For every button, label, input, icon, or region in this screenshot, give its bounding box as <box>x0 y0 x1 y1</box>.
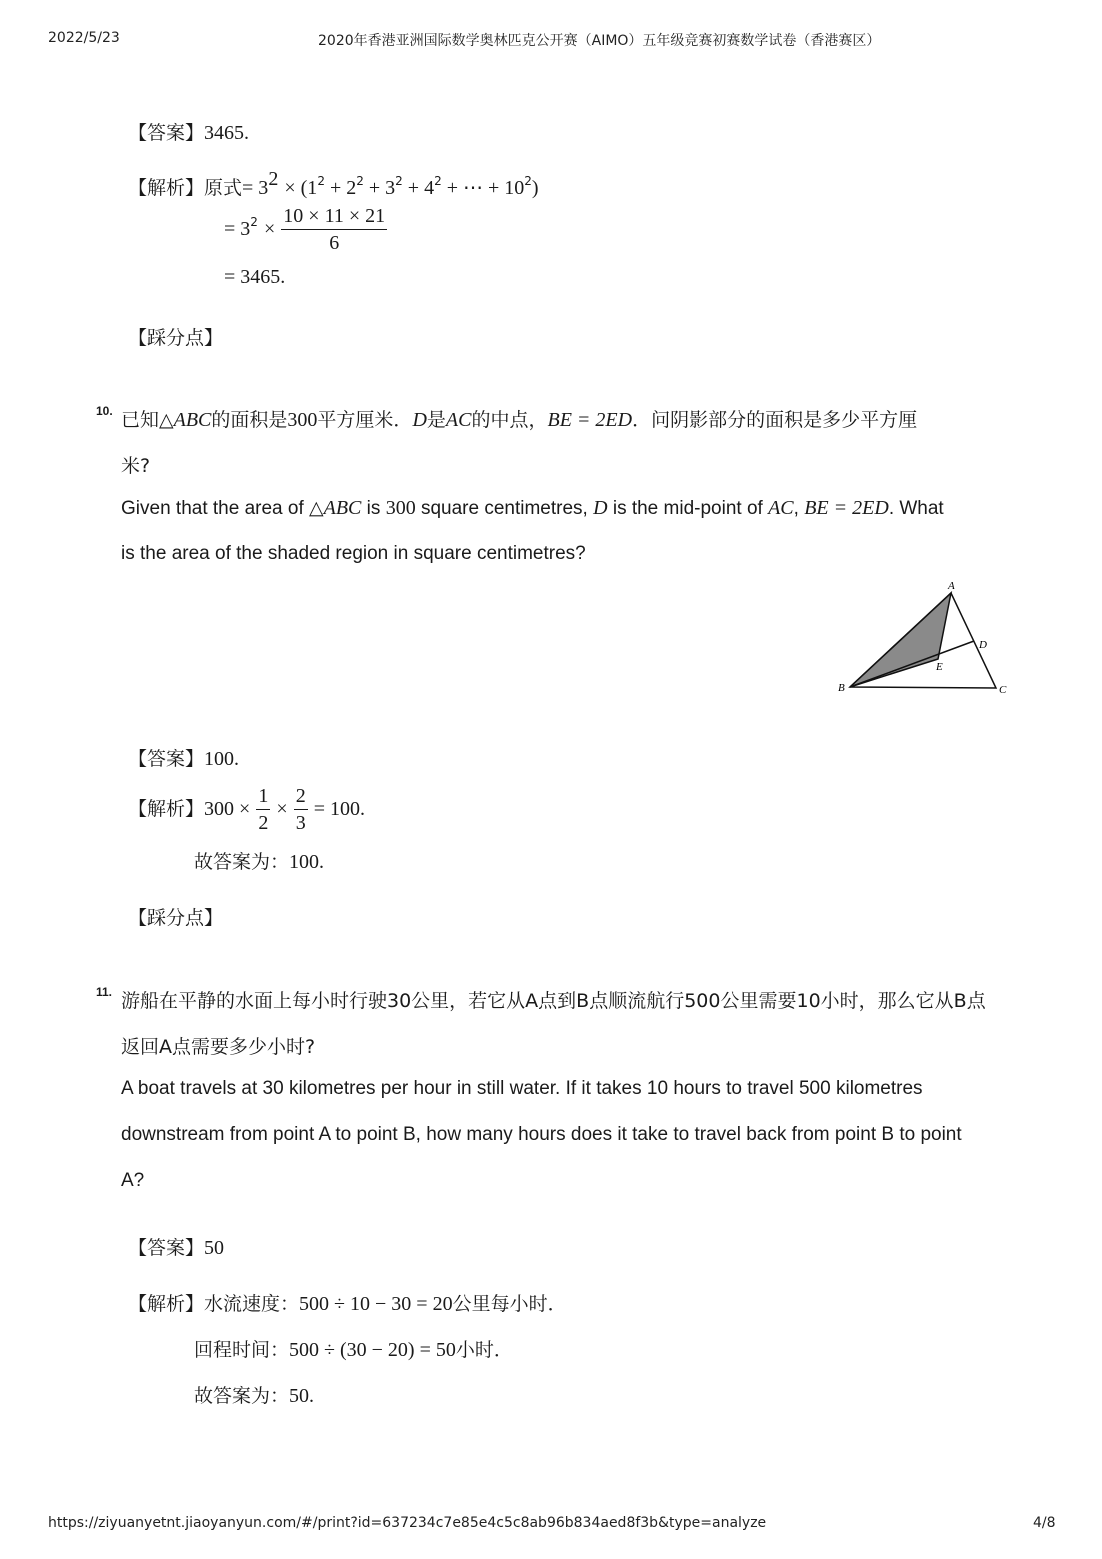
q10-en-line2: is the area of the shaded region in square centimetres? <box>121 543 586 564</box>
analysis-label: 【解析】 <box>128 798 205 820</box>
q9-line1-eq: = 3 <box>242 177 269 199</box>
page-number: 4/8 <box>1033 1515 1056 1531</box>
q11-en-line1: A boat travels at 30 kilometres per hour in still water. If it takes 10 hours to travel 500 kilometres <box>121 1078 923 1099</box>
label-a: A <box>948 580 955 592</box>
answer-label: 【答案】 <box>128 122 205 144</box>
triangle-figure <box>830 575 1020 700</box>
q11-en-line2: downstream from point A to point B, how many hours does it take to travel back from point B to point <box>121 1124 962 1145</box>
q9-analysis-line2: = $3^2$ × $\frac{10 \times 11 \times 21}{6}$ <box>224 205 386 254</box>
label-e: E <box>936 661 943 673</box>
q9-frac-denominator: 6 <box>329 232 340 254</box>
q11-analysis-line1: 【解析】水流速度：500 ÷ 10 − 30 = 20公里每小时． <box>128 1293 567 1315</box>
q9-frac-numerator: 10 × 11 × 21 <box>281 206 387 230</box>
analysis-label: 【解析】 <box>128 177 205 199</box>
print-date: 2022/5/23 <box>48 30 120 46</box>
q11-answer-value: 50 <box>204 1237 225 1259</box>
q11-number: 11. <box>96 985 113 999</box>
q11-analysis-line3: 故答案为：50. <box>194 1385 315 1407</box>
analysis-label: 【解析】 <box>128 1293 205 1315</box>
label-d: D <box>979 639 987 651</box>
q9-answer-row <box>128 118 249 145</box>
q9-line2-times: × <box>263 218 276 240</box>
q10-answer-row <box>128 744 239 771</box>
q10-analysis-line1: 【解析】300 × $\frac{1}{2}$ × $\frac{2}{3}$ = 100. <box>128 785 366 834</box>
q10-scoring-label: 【踩分点】 <box>128 907 224 929</box>
q9-line2-eq: = 3 <box>224 218 251 240</box>
q10-cn-line2: 米? <box>121 455 151 477</box>
q9-analysis-line1: 【解析】原式= $3^2 \times (1^2 + 2^2 + 3^2 + 4^2$ + ⋯ + $10^2$) <box>128 168 539 199</box>
q10-cn-line1: 已知△ABC的面积是300平方厘米．D是AC的中点，BE = 2ED．问阴影部分的面积是多少平方厘 <box>121 409 918 431</box>
q10-number: 10. <box>96 404 113 418</box>
q11-en-line3: A? <box>121 1170 145 1191</box>
q9-original-label: 原式 <box>204 177 243 199</box>
q9-fraction <box>281 206 387 253</box>
document-title: 2020年香港亚洲国际数学奥林匹克公开赛（AIMO）五年级竞赛初赛数学试卷（香港赛区） <box>318 33 881 49</box>
q10-frac-2: $\frac{2}{3}$ <box>295 785 306 834</box>
label-c: C <box>999 684 1007 696</box>
q10-frac-1: $\frac{1}{2}$ <box>258 785 269 834</box>
answer-label: 【答案】 <box>128 1237 205 1259</box>
q10-en-line1: Given that the area of △ABC is 300 square centimetres, D is the mid-point of AC, BE = 2ED. What <box>121 497 944 519</box>
q9-answer-value: 3465. <box>204 122 250 144</box>
q9-scoring-label: 【踩分点】 <box>128 327 224 349</box>
label-b: B <box>838 682 845 694</box>
footer-url: https://ziyuanyetnt.jiaoyanyun.com/#/print?id=637234c7e85e4c5c8ab96b834aed8f3b&type=analyze <box>48 1515 767 1531</box>
q11-analysis-line2: 回程时间：500 ÷ (30 − 20) = 50小时． <box>194 1339 513 1361</box>
q9-line1-rest: × (1 <box>284 177 318 199</box>
answer-label: 【答案】 <box>128 748 205 770</box>
q11-answer-row <box>128 1233 224 1260</box>
q10-answer-value: 100. <box>204 748 240 770</box>
q11-cn-line1: 游船在平静的水面上每小时行驶30公里，若它从A点到B点顺流航行500公里需要10小时，那么它从B点 <box>121 990 986 1012</box>
q11-cn-line2: 返回A点需要多少小时? <box>121 1036 316 1058</box>
q10-conclusion: 故答案为：100. <box>194 851 325 873</box>
q9-analysis-line3: = 3465. <box>224 266 286 288</box>
